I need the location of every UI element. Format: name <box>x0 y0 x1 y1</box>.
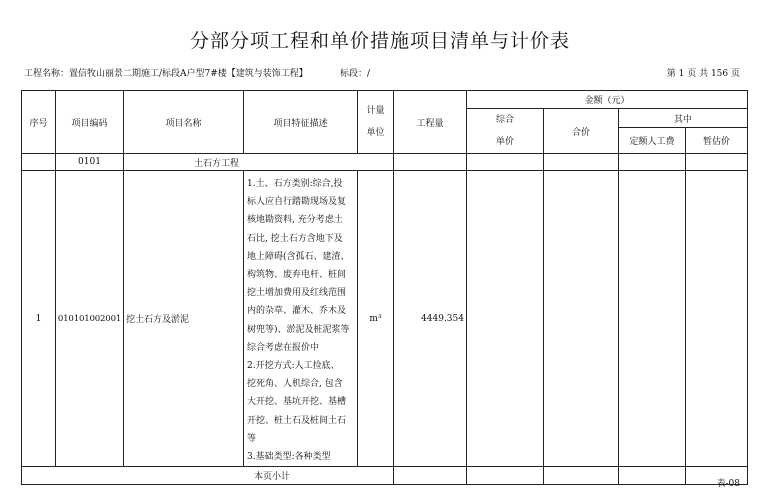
row-total <box>544 171 619 467</box>
header-unit-price <box>467 109 544 154</box>
feature-line: 标人应自行踏勘现场及复 <box>247 197 347 208</box>
feature-line: 等 <box>247 433 257 444</box>
row-feature <box>244 171 358 467</box>
subtotal-total <box>544 467 619 485</box>
subtotal-qty <box>394 467 467 485</box>
subtotal-row <box>22 467 748 485</box>
subtotal-label: 本页小计 <box>22 467 394 485</box>
header-qty: 工程量 <box>394 91 467 154</box>
section-provisional <box>686 154 748 171</box>
table-number: 表-08 <box>716 479 740 489</box>
feature-line: 大开挖、基坑开挖、基槽 <box>247 397 347 408</box>
bill-table <box>21 90 748 485</box>
row-qty: 4449.354 <box>394 171 467 467</box>
header-unit <box>358 91 394 154</box>
feature-line: 3.基础类型:各种类型 <box>247 452 331 463</box>
row-unit-price <box>467 171 544 467</box>
feature-line: 1.土、石方类别:综合,投 <box>247 179 343 189</box>
header-of-which: 其中 <box>619 109 748 128</box>
feature-line: 综合考虑在报价中 <box>247 342 320 353</box>
project-name: 工程名称：置信牧山丽景二期施工/标段A户型7#楼【建筑与装饰工程】 <box>24 69 308 79</box>
header-unit-price-line2: 单价 <box>495 137 514 147</box>
row-unit: m³ <box>358 171 394 467</box>
feature-line: 树兜等)、淤泥及桩泥浆等 <box>247 324 350 335</box>
section-seq <box>22 154 56 171</box>
segment-label: 标段：/ <box>340 69 371 79</box>
header-feature: 项目特征描述 <box>244 91 358 154</box>
feature-line: 挖土增加费用及红线范围 <box>247 288 347 299</box>
row-code: 010101002001 <box>56 171 124 467</box>
page-title: 分部分项工程和单价措施项目清单与计价表 <box>189 30 570 52</box>
header-unit-text: 计量单位 <box>366 106 385 138</box>
header-amount: 金额（元） <box>467 91 748 109</box>
header-name: 项目名称 <box>124 91 244 154</box>
row-name: 挖土石方及淤泥 <box>124 171 244 467</box>
subtotal-labor <box>619 467 686 485</box>
section-row <box>22 154 748 171</box>
section-name: 土石方工程 <box>124 154 394 171</box>
feature-line: 挖死角、人机综合, 包含 <box>247 379 343 390</box>
section-unit-price <box>467 154 544 171</box>
feature-line: 核地勘资料, 充分考虑土 <box>247 215 343 226</box>
feature-line: 2.开挖方式:人工捡底、 <box>247 361 340 372</box>
feature-line: 地上障碍(含孤石、建渣、 <box>247 251 350 262</box>
header-total: 合价 <box>544 109 619 154</box>
section-total <box>544 154 619 171</box>
feature-line: 石比, 挖土石方含地下及 <box>247 233 343 244</box>
header-seq: 序号 <box>22 91 56 154</box>
header-labor: 定额人工费 <box>619 128 686 154</box>
section-qty <box>394 154 467 171</box>
header-unit-price-line1: 综合 <box>495 115 514 125</box>
table-row <box>22 171 748 467</box>
row-labor <box>619 171 686 467</box>
feature-line: 开挖、桩土石及桩间土石 <box>247 415 347 426</box>
subtotal-unit-price <box>467 467 544 485</box>
page-number: 第 1 页 共 156 页 <box>666 69 740 79</box>
section-code: 0101 <box>56 154 124 171</box>
row-provisional <box>686 171 748 467</box>
header-code: 项目编码 <box>56 91 124 154</box>
header-provisional: 暂估价 <box>686 128 748 154</box>
feature-line: 内的杂草、灌木、乔木及 <box>247 306 347 317</box>
section-labor <box>619 154 686 171</box>
feature-line: 构筑物、废弃电杆、桩间 <box>247 270 347 281</box>
row-seq: 1 <box>22 171 56 467</box>
